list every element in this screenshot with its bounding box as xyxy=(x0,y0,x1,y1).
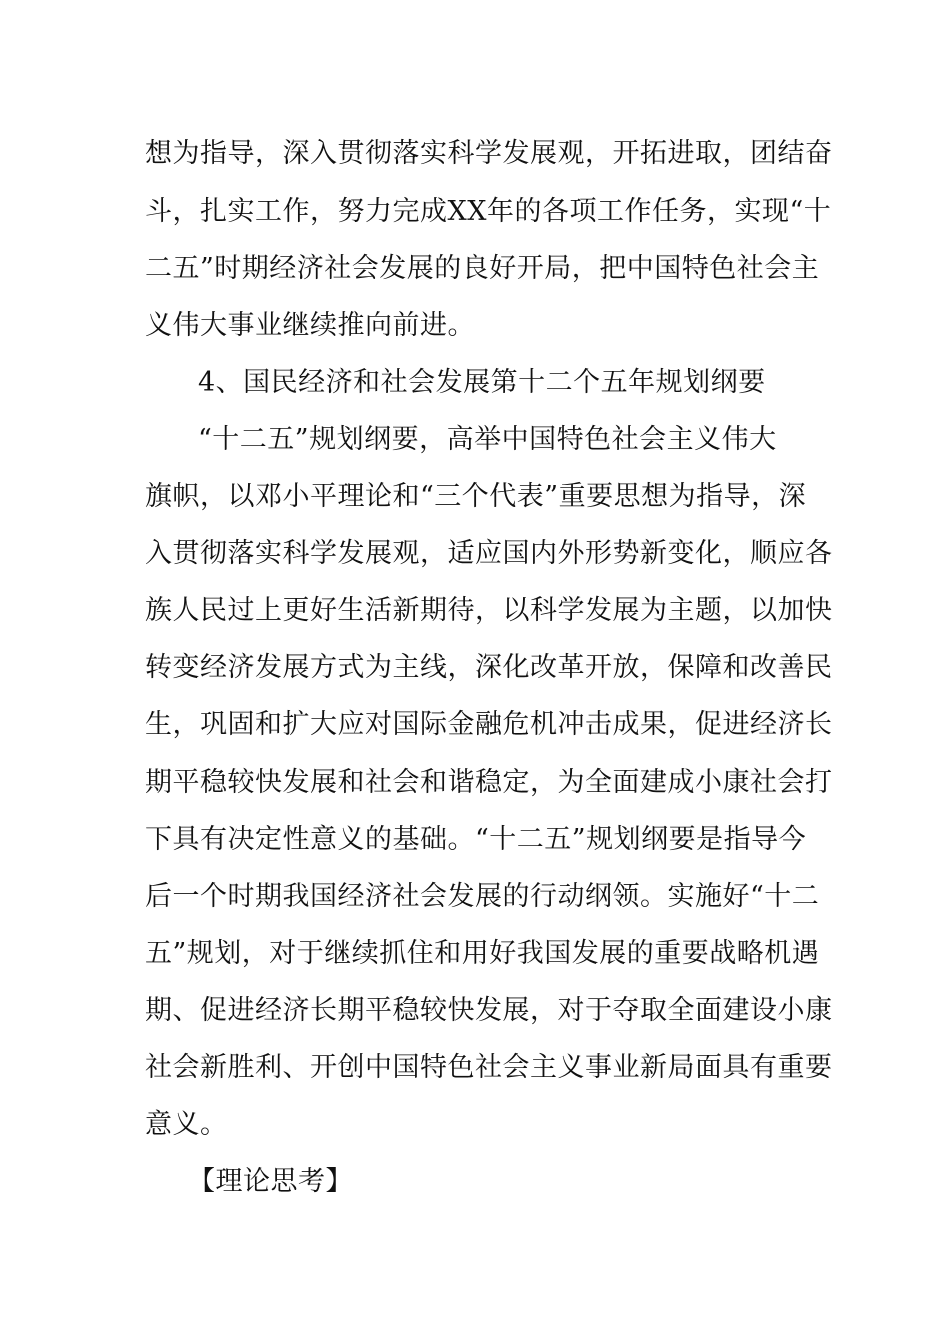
text-line: 入贯彻落实科学发展观，适应国内外形势新变化，顺应各 xyxy=(145,538,833,569)
section-heading: 4、国民经济和社会发展第十二个五年规划纲要 xyxy=(198,367,766,398)
text-line: 义伟大事业继续推向前进。 xyxy=(145,310,475,341)
text-line: 下具有决定性意义的基础。“十二五”规划纲要是指导今 xyxy=(145,824,807,855)
text-line: “十二五”规划纲要，高举中国特色社会主义伟大 xyxy=(198,424,777,455)
text-line: 期、促进经济长期平稳较快发展，对于夺取全面建设小康 xyxy=(145,995,833,1026)
text-line: 期平稳较快发展和社会和谐稳定，为全面建成小康社会打 xyxy=(145,767,833,798)
text-line: 转变经济发展方式为主线，深化改革开放，保障和改善民 xyxy=(145,652,833,683)
text-line: 生，巩固和扩大应对国际金融危机冲击成果，促进经济长 xyxy=(145,709,833,740)
text-line: 斗，扎实工作，努力完成XX年的各项工作任务，实现“十 xyxy=(145,196,832,227)
text-line: 五”规划，对于继续抓住和用好我国发展的重要战略机遇 xyxy=(145,938,820,969)
section-heading: 【理论思考】 xyxy=(188,1166,353,1197)
text-line: 旗帜，以邓小平理论和“三个代表”重要思想为指导，深 xyxy=(145,481,807,512)
text-line: 后一个时期我国经济社会发展的行动纲领。实施好“十二 xyxy=(145,881,820,912)
text-line: 意义。 xyxy=(145,1109,228,1140)
text-line: 社会新胜利、开创中国特色社会主义事业新局面具有重要 xyxy=(145,1052,833,1083)
text-line: 想为指导，深入贯彻落实科学发展观，开拓进取，团结奋 xyxy=(145,138,833,169)
text-line: 二五”时期经济社会发展的良好开局，把中国特色社会主 xyxy=(145,253,820,284)
text-line: 族人民过上更好生活新期待，以科学发展为主题，以加快 xyxy=(145,595,833,626)
